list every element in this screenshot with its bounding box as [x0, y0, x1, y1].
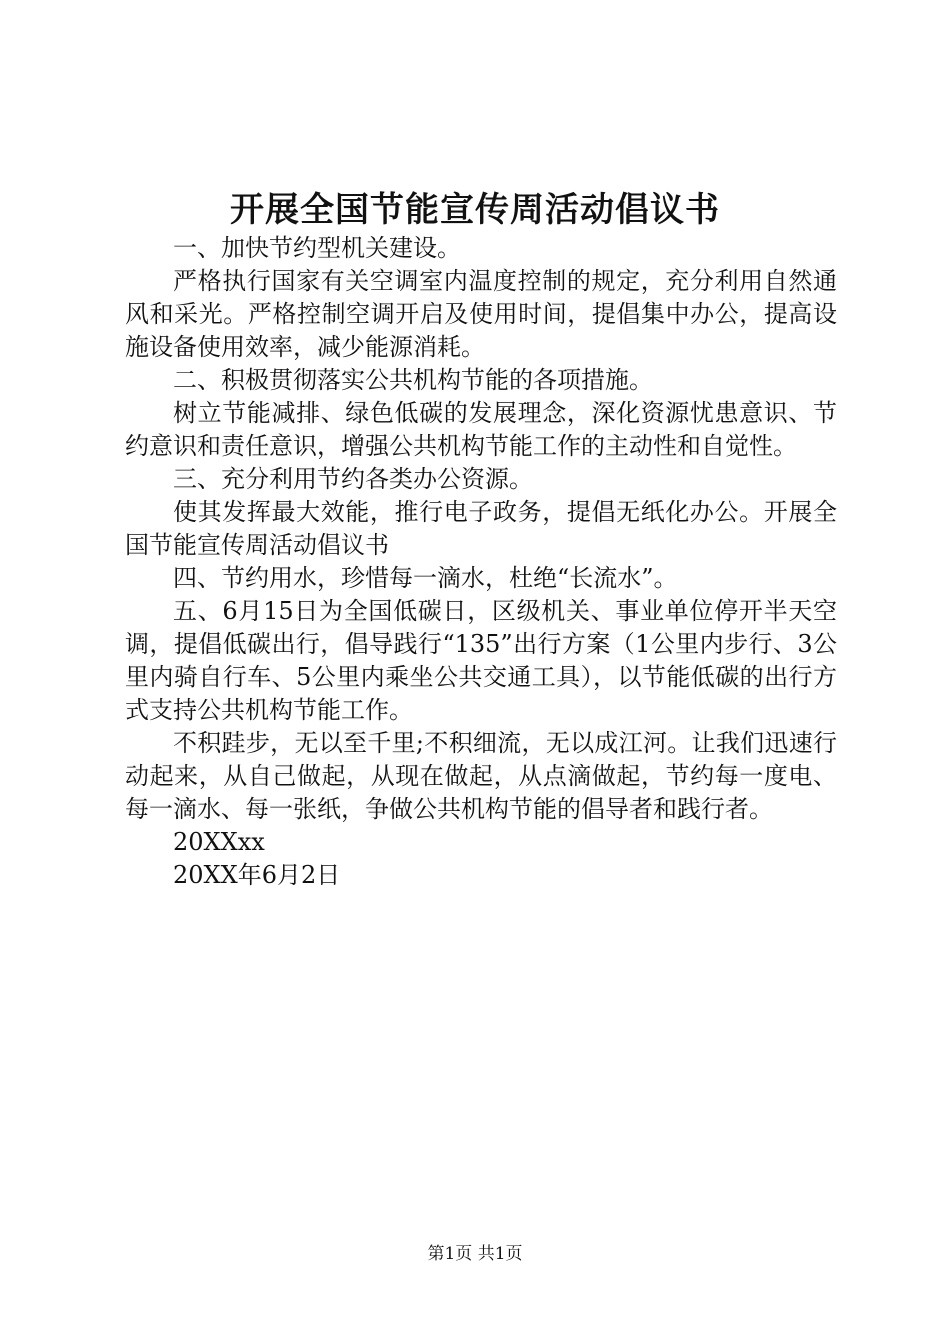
signature-line: 20XXxx: [173, 828, 265, 856]
date-line: 20XX年6月2日: [173, 861, 341, 889]
document-body: [125, 232, 837, 892]
paragraph-2: 树立节能减排、绿色低碳的发展理念，深化资源忧患意识、节约意识和责任意识，增强公共机构节能工作的主动性和自觉性。: [125, 399, 837, 460]
paragraph-5: 五、6月15日为全国低碳日，区级机关、事业单位停开半天空调，提倡低碳出行，倡导践行“135”出行方案（1公里内步行、3公里内骑自行车、5公里内乘坐公共交通工具），以节能低碳的出行方式支持公共机构节能工作。: [125, 597, 837, 724]
page-footer: 第1页 共1页: [427, 1244, 523, 1264]
document-title: 开展全国节能宣传周活动倡议书: [230, 190, 720, 230]
section-heading-4: 四、节约用水，珍惜每一滴水，杜绝“长流水”。: [173, 564, 678, 592]
section-heading-2: 二、积极贯彻落实公共机构节能的各项措施。: [173, 366, 653, 394]
section-heading-3: 三、充分利用节约各类办公资源。: [173, 465, 533, 493]
section-heading-1: 一、加快节约型机关建设。: [173, 234, 461, 262]
closing-paragraph: 不积跬步，无以至千里;不积细流，无以成江河。让我们迅速行动起来，从自己做起，从现在做起，从点滴做起，节约每一度电、每一滴水、每一张纸，争做公共机构节能的倡导者和践行者。: [125, 729, 837, 823]
paragraph-3: 使其发挥最大效能，推行电子政务，提倡无纸化办公。开展全国节能宣传周活动倡议书: [125, 498, 837, 559]
paragraph-1: 严格执行国家有关空调室内温度控制的规定，充分利用自然通风和采光。严格控制空调开启及使用时间，提倡集中办公，提高设施设备使用效率，减少能源消耗。: [125, 267, 837, 361]
